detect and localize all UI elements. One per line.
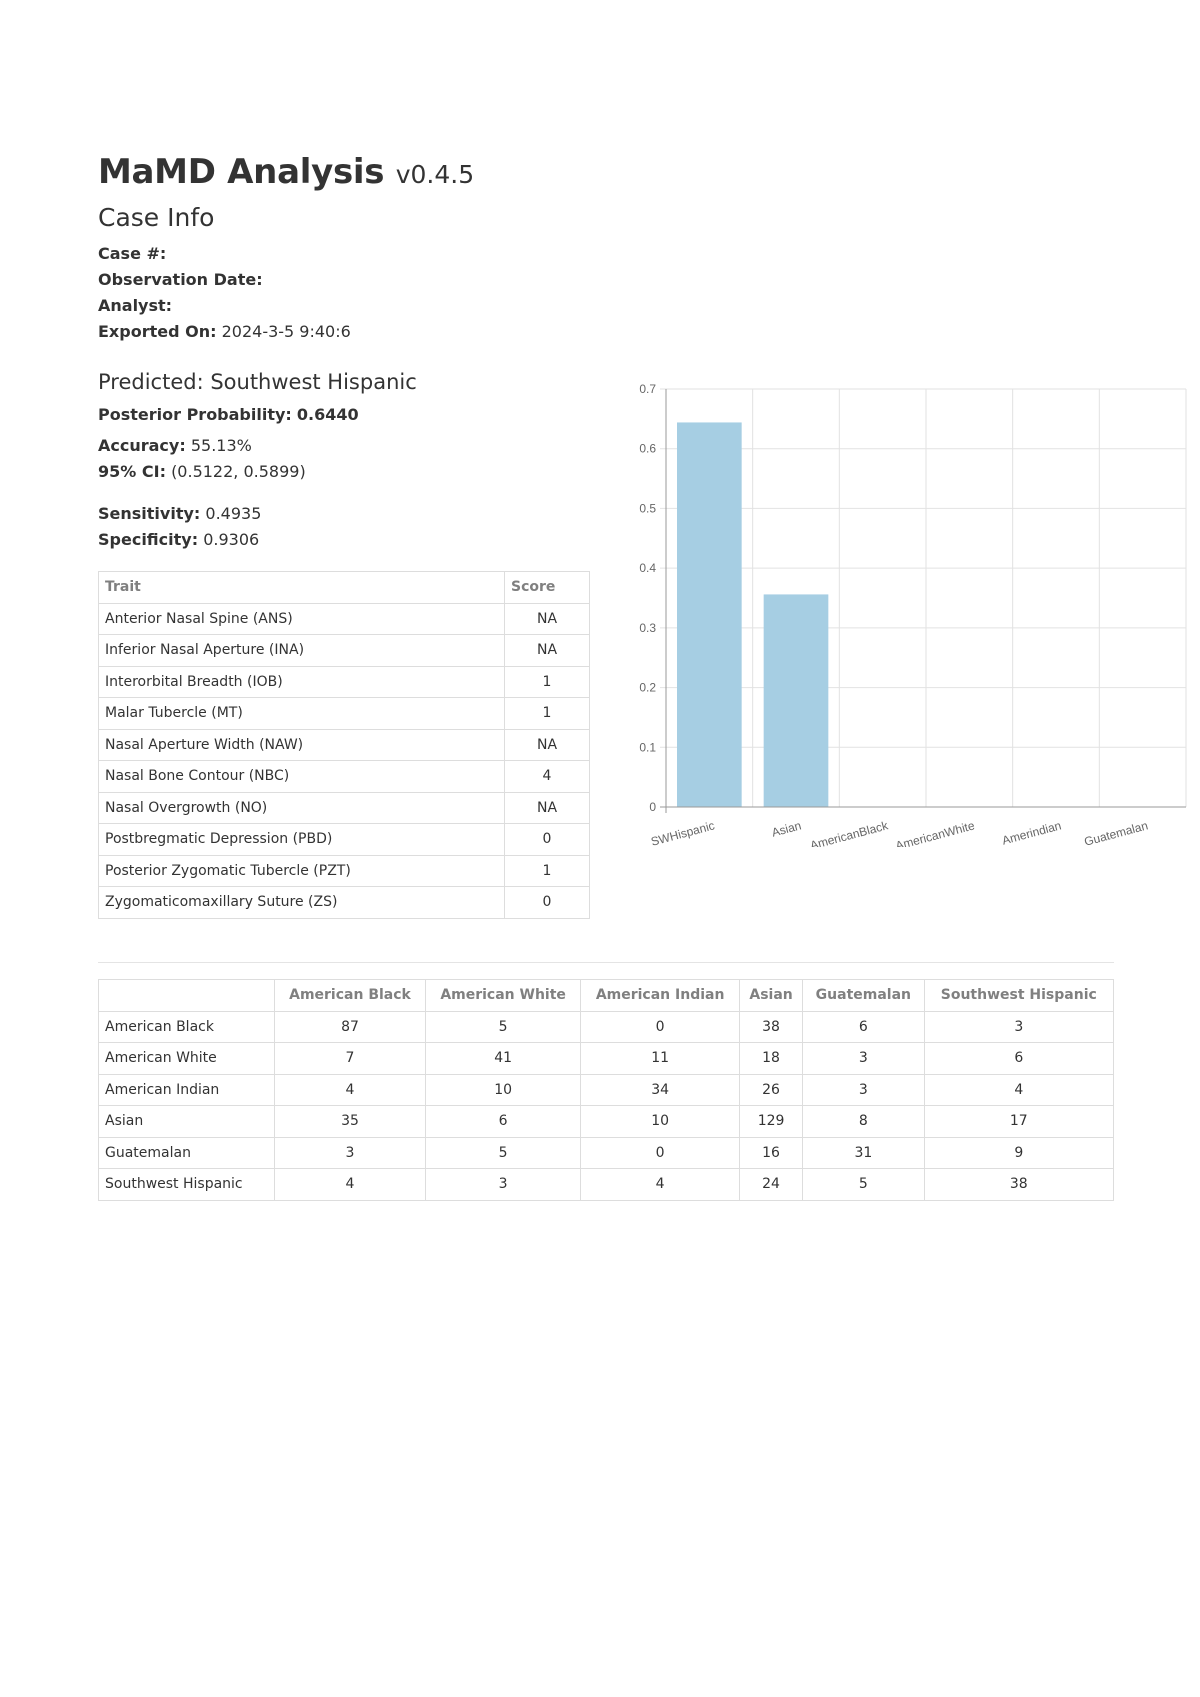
confusion-count-cell: 5 xyxy=(803,1169,924,1201)
confusion-count-cell: 34 xyxy=(581,1074,740,1106)
confusion-corner-header xyxy=(99,980,275,1012)
confusion-header-row xyxy=(99,980,1114,1012)
x-tick-label: Guatemalan xyxy=(1082,818,1150,847)
confusion-row-label: Guatemalan xyxy=(99,1137,275,1169)
posterior-probability-label: Posterior Probability: xyxy=(98,405,292,424)
confusion-count-cell: 10 xyxy=(425,1074,580,1106)
confusion-count-cell: 17 xyxy=(924,1106,1113,1138)
confusion-count-cell: 6 xyxy=(425,1106,580,1138)
trait-row xyxy=(99,698,590,730)
accuracy-value: 55.13% xyxy=(190,436,252,455)
exported-on-line xyxy=(98,319,1114,345)
confusion-count-cell: 129 xyxy=(739,1106,802,1138)
y-tick-label: 0.7 xyxy=(639,382,656,396)
trait-score-cell: 1 xyxy=(505,666,590,698)
trait-score-cell: 1 xyxy=(505,855,590,887)
confusion-count-cell: 3 xyxy=(275,1137,426,1169)
observation-date-line xyxy=(98,267,1114,293)
y-tick-label: 0.2 xyxy=(639,680,656,695)
confusion-count-cell: 9 xyxy=(924,1137,1113,1169)
specificity-line xyxy=(98,527,590,553)
confidence-interval-value: (0.5122, 0.5899) xyxy=(171,462,306,481)
trait-score-cell: NA xyxy=(505,635,590,667)
trait-name-cell: Interorbital Breadth (IOB) xyxy=(99,666,505,698)
trait-name-cell: Malar Tubercle (MT) xyxy=(99,698,505,730)
confusion-count-cell: 31 xyxy=(803,1137,924,1169)
analyst-line xyxy=(98,293,1114,319)
y-tick-label: 0.6 xyxy=(639,441,656,456)
x-tick-label: Asian xyxy=(770,818,803,840)
sensitivity-label: Sensitivity: xyxy=(98,504,201,523)
confusion-column-header: Southwest Hispanic xyxy=(924,980,1113,1012)
x-tick-label: AmericanWhite xyxy=(893,818,977,847)
confusion-column-header: American Indian xyxy=(581,980,740,1012)
trait-name-cell: Inferior Nasal Aperture (INA) xyxy=(99,635,505,667)
trait-score-table xyxy=(98,571,590,919)
confusion-count-cell: 4 xyxy=(924,1074,1113,1106)
trait-column-header: Trait xyxy=(99,572,505,604)
trait-score-cell: NA xyxy=(505,729,590,761)
accuracy-line xyxy=(98,433,590,459)
trait-row xyxy=(99,635,590,667)
y-tick-label: 0.5 xyxy=(639,501,656,516)
case-number-label: Case #: xyxy=(98,244,167,263)
specificity-label: Specificity: xyxy=(98,530,199,549)
confusion-matrix-table xyxy=(98,979,1114,1201)
analyst-label: Analyst: xyxy=(98,296,173,315)
case-number-line xyxy=(98,241,1114,267)
case-info-heading: Case Info xyxy=(98,203,215,232)
posterior-bar-chart xyxy=(626,367,1200,847)
confusion-count-cell: 7 xyxy=(275,1043,426,1075)
prediction-section xyxy=(98,367,1150,957)
confusion-count-cell: 16 xyxy=(739,1137,802,1169)
confusion-count-cell: 6 xyxy=(803,1011,924,1043)
confusion-row-label: Asian xyxy=(99,1106,275,1138)
confusion-count-cell: 24 xyxy=(739,1169,802,1201)
confusion-row-label: American White xyxy=(99,1043,275,1075)
x-tick-label: AmericanBlack xyxy=(808,818,890,847)
confusion-count-cell: 8 xyxy=(803,1106,924,1138)
predicted-group-heading: Predicted: Southwest Hispanic xyxy=(98,370,417,394)
posterior-probability-line xyxy=(98,402,590,428)
confusion-column-header: Guatemalan xyxy=(803,980,924,1012)
confusion-count-cell: 35 xyxy=(275,1106,426,1138)
confidence-interval-line xyxy=(98,459,590,485)
confusion-count-cell: 38 xyxy=(739,1011,802,1043)
trait-row xyxy=(99,603,590,635)
trait-name-cell: Posterior Zygomatic Tubercle (PZT) xyxy=(99,855,505,887)
confusion-count-cell: 3 xyxy=(803,1043,924,1075)
confusion-count-cell: 6 xyxy=(924,1043,1113,1075)
y-tick-label: 0.4 xyxy=(639,561,656,576)
confusion-count-cell: 38 xyxy=(924,1169,1113,1201)
confusion-count-cell: 4 xyxy=(275,1169,426,1201)
report-page xyxy=(98,148,1150,957)
trait-row xyxy=(99,855,590,887)
confusion-count-cell: 4 xyxy=(581,1169,740,1201)
trait-row xyxy=(99,887,590,919)
confidence-interval-label: 95% CI: xyxy=(98,462,166,481)
confusion-column-header: American White xyxy=(425,980,580,1012)
confusion-count-cell: 0 xyxy=(581,1011,740,1043)
trait-score-cell: 0 xyxy=(505,824,590,856)
bar-swhispanic xyxy=(677,422,742,807)
trait-score-cell: NA xyxy=(505,792,590,824)
confusion-count-cell: 0 xyxy=(581,1137,740,1169)
confusion-count-cell: 11 xyxy=(581,1043,740,1075)
section-divider xyxy=(98,962,1114,963)
y-tick-label: 0.1 xyxy=(639,740,656,755)
observation-date-label: Observation Date: xyxy=(98,270,263,289)
confusion-count-cell: 87 xyxy=(275,1011,426,1043)
trait-row xyxy=(99,761,590,793)
sensitivity-value: 0.4935 xyxy=(205,504,262,523)
trait-name-cell: Nasal Bone Contour (NBC) xyxy=(99,761,505,793)
confusion-row-label: American Black xyxy=(99,1011,275,1043)
trait-row xyxy=(99,666,590,698)
trait-name-cell: Postbregmatic Depression (PBD) xyxy=(99,824,505,856)
trait-name-cell: Anterior Nasal Spine (ANS) xyxy=(99,603,505,635)
x-tick-label: Amerindian xyxy=(1000,818,1063,847)
confusion-column-header: Asian xyxy=(739,980,802,1012)
trait-name-cell: Zygomaticomaxillary Suture (ZS) xyxy=(99,887,505,919)
app-name: MaMD Analysis xyxy=(98,152,385,192)
confusion-row xyxy=(99,1169,1114,1201)
exported-on-label: Exported On: xyxy=(98,322,217,341)
bar-asian xyxy=(764,594,829,807)
score-column-header: Score xyxy=(505,572,590,604)
trait-row xyxy=(99,824,590,856)
sensitivity-line xyxy=(98,501,590,527)
confusion-count-cell: 5 xyxy=(425,1011,580,1043)
posterior-probability-value: 0.6440 xyxy=(296,405,359,424)
exported-on-value: 2024-3-5 9:40:6 xyxy=(221,322,351,341)
confusion-row-label: Southwest Hispanic xyxy=(99,1169,275,1201)
confusion-count-cell: 3 xyxy=(803,1074,924,1106)
confusion-row xyxy=(99,1043,1114,1075)
confusion-count-cell: 4 xyxy=(275,1074,426,1106)
y-tick-label: 0.3 xyxy=(639,620,656,635)
confusion-count-cell: 41 xyxy=(425,1043,580,1075)
confusion-count-cell: 3 xyxy=(425,1169,580,1201)
trait-table-header-row xyxy=(99,572,590,604)
trait-name-cell: Nasal Aperture Width (NAW) xyxy=(99,729,505,761)
confusion-count-cell: 18 xyxy=(739,1043,802,1075)
confusion-row-label: American Indian xyxy=(99,1074,275,1106)
confusion-row xyxy=(99,1137,1114,1169)
confusion-count-cell: 5 xyxy=(425,1137,580,1169)
confusion-count-cell: 3 xyxy=(924,1011,1113,1043)
trait-score-cell: NA xyxy=(505,603,590,635)
trait-score-cell: 0 xyxy=(505,887,590,919)
confusion-row xyxy=(99,1074,1114,1106)
prediction-summary xyxy=(98,367,590,919)
x-tick-label: SWHispanic xyxy=(649,818,717,847)
specificity-value: 0.9306 xyxy=(203,530,260,549)
bar-chart-svg xyxy=(626,367,1200,847)
accuracy-label: Accuracy: xyxy=(98,436,186,455)
confusion-count-cell: 26 xyxy=(739,1074,802,1106)
confusion-count-cell: 10 xyxy=(581,1106,740,1138)
y-tick-label: 0 xyxy=(649,800,656,814)
confusion-row xyxy=(99,1011,1114,1043)
report-title xyxy=(98,148,1114,199)
confusion-column-header: American Black xyxy=(275,980,426,1012)
trait-row xyxy=(99,792,590,824)
confusion-row xyxy=(99,1106,1114,1138)
trait-name-cell: Nasal Overgrowth (NO) xyxy=(99,792,505,824)
trait-score-cell: 4 xyxy=(505,761,590,793)
trait-row xyxy=(99,729,590,761)
app-version: v0.4.5 xyxy=(395,160,475,189)
trait-score-cell: 1 xyxy=(505,698,590,730)
